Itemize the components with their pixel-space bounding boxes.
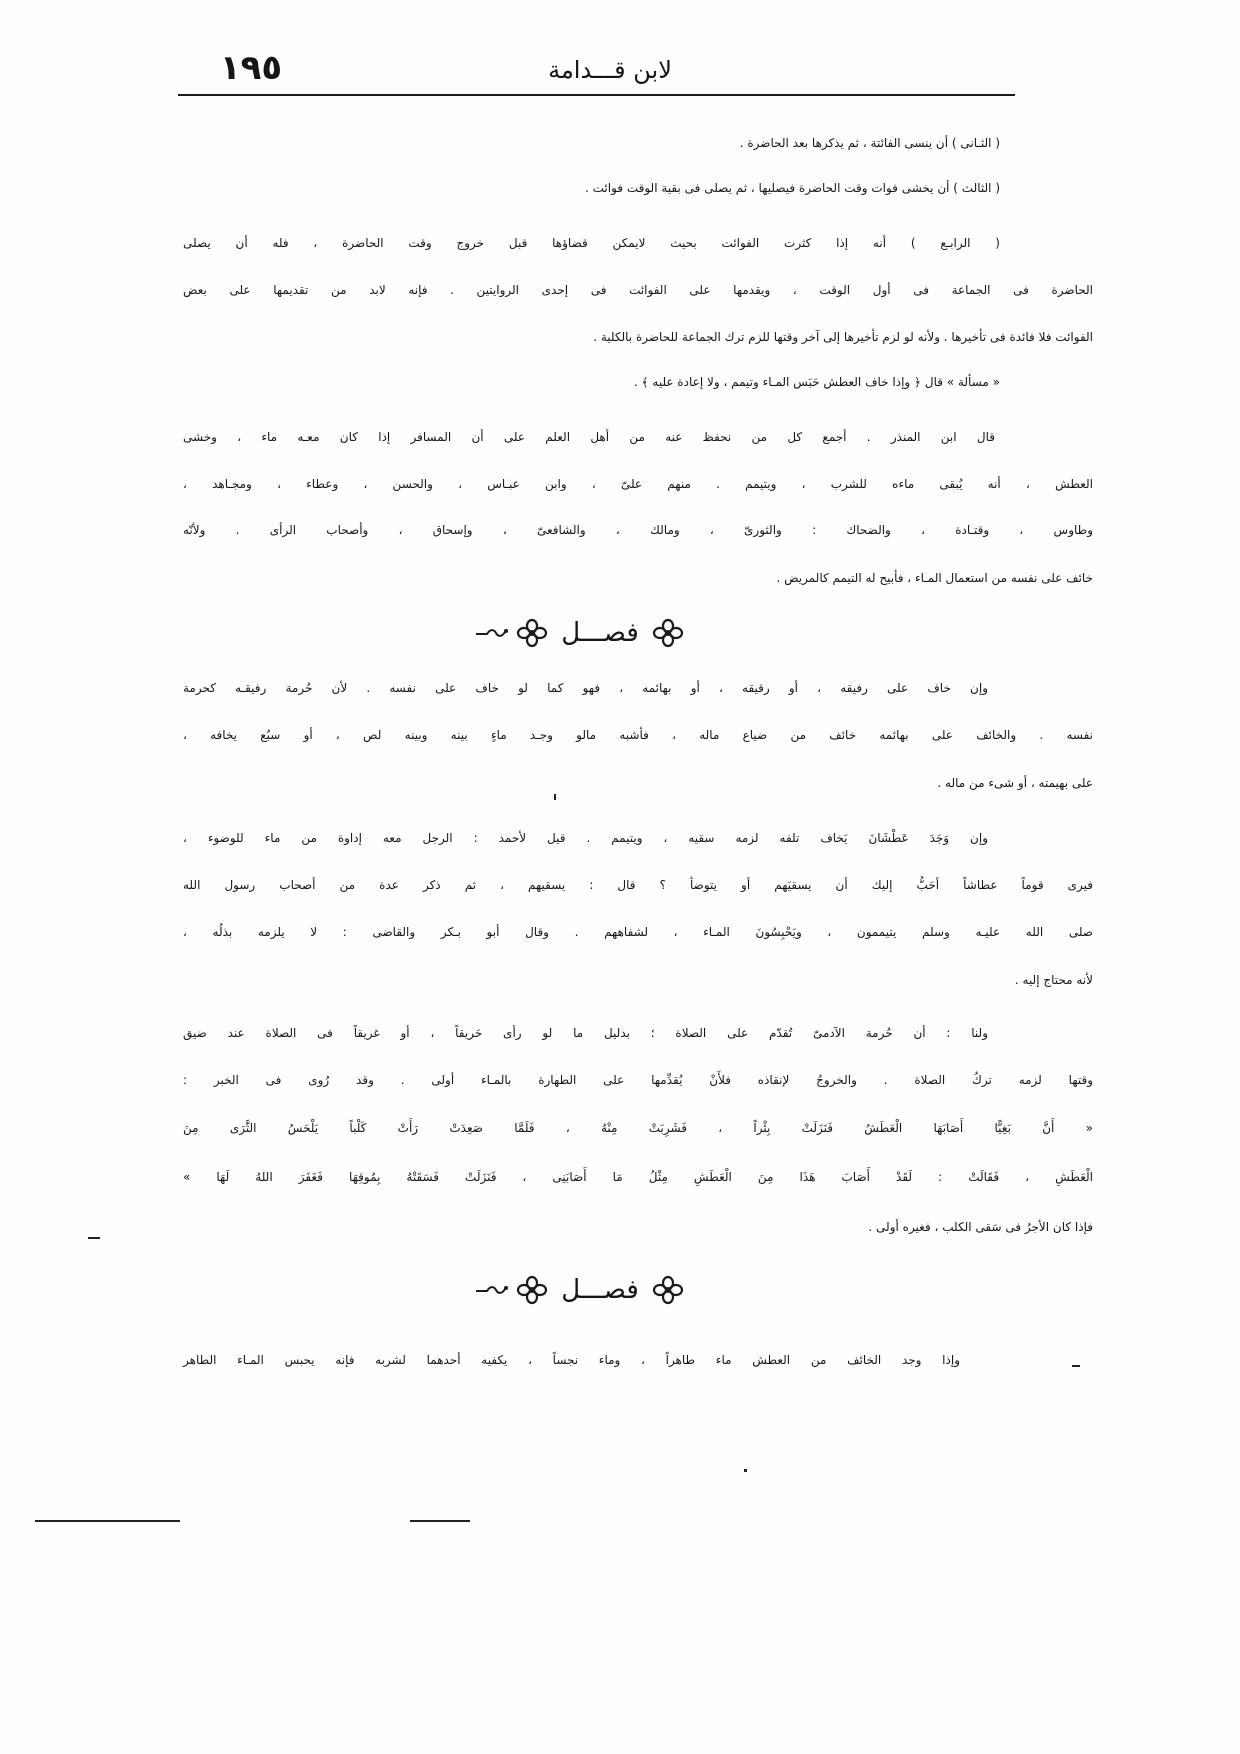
ornament-knot-icon (651, 618, 685, 648)
text-line: وإن خاف على رفيقه ، أو رقيقه ، أو بهائمه ، فهو كما لو خاف على نفسه . لأن حُرمة رفيقـه كحرمة (183, 681, 988, 695)
scan-mark (1072, 1365, 1080, 1367)
text-line: على بهيمته ، أو شىء من ماله . (937, 776, 1093, 790)
text-line: خائف على نفسه من استعمال المـاء ، فأبيح له التيمم كالمريض . (776, 571, 1093, 585)
text-line: فإذا كان الأجرُ فى سَقى الكلب ، فغيره أولى . (868, 1220, 1093, 1234)
text-line: وإذا وجد الخائف من العطش ماء طاهراً ، وماء نجساً ، يكفيه أحدهما لشربه فإنه يحبس المـاء الطاهر (183, 1353, 960, 1367)
text-line: وقتها لزمه تركُ الصلاة . والخروجُ لإنقاذه فلأَنْ يُقدِّمها على الطهارة بالمـاء أولى . وقد رُوى فى الخبر : (183, 1073, 1093, 1087)
scan-mark (554, 794, 556, 800)
text-line: ( الرابـع ) أنه إذا كثرت الفوائت بحيث لايمكن قضاؤها قبل خروج وقت الحاضرة ، فله أن يصلى (183, 236, 1000, 250)
section-heading (448, 1272, 712, 1308)
text-line: لأنه محتاج إليه . (1014, 973, 1093, 987)
ornament-flourish-icon (475, 623, 509, 643)
header-rule (178, 94, 1015, 96)
page-number: ١٩٥ (219, 48, 283, 88)
text-line: ( الثـانى ) أن ينسى الفائتة ، ثم يذكرها بعد الحاضرة . (739, 136, 1000, 150)
ornament-knot-icon (515, 618, 549, 648)
text-line: صلى الله عليـه وسلم يتيممون ، ويَحْبِسُونَ المـاء ، لشفاههم . وقال أبو بـكر والقاضى : لا يلزمه بذلُه ، (183, 925, 1093, 939)
section-heading-text: فصـــل (561, 618, 639, 648)
text-line: وإن وَجَدَ عَطْشَانَ يَخاف تلفه لزمه سقيه ، ويتيمم . قيل لأحمد : الرجل معه إداوة من ماء للوضوء ، (183, 831, 988, 845)
section-heading-text: فصـــل (561, 1275, 639, 1305)
scan-rule-mark (35, 1520, 180, 1522)
hadith-line: « أَنَّ بَغِيًّا أَصَابَهَا الْعَطَشُ فَنَزَلَتْ بِئْراً ، فَشَرِبَتْ مِنْهُ ، فَلَمَّا صَعِدَتْ رَأَتْ كَلْباً يَلْحَسُ الثَّرَى مِنَ (183, 1121, 1093, 1135)
ornament-flourish-icon (475, 1280, 509, 1300)
scan-mark (744, 1469, 747, 1472)
text-line: فيرى قوماً عطاشاً أحَبُّ إليك أن يسقيَهم أو يتوضأ ؟ قال : يسقيهم ، ثم ذكر عدة من أصحاب رسول الله (183, 878, 1093, 892)
scan-rule-mark (410, 1520, 470, 1522)
text-line: الفوائت فلا فائدة فى تأخيرها . ولأنه لو لزم تأخيرها إلى آخر وقتها للزم ترك الجماعة للحاضرة بالكلية . (593, 330, 1093, 344)
text-line: وطاوس ، وقتـادة ، والضحاك : والثورىّ ، ومالك ، والشافعىّ ، وإسحاق ، وأصحاب الرأى . ولأنّه (183, 523, 1093, 537)
ornament-knot-icon (651, 1275, 685, 1305)
text-line: قال ابن المنذر . أجمع كل من نحفظ عنه من أهل العلم على أن المسافر إذا كان معـه ماء ، وخشى (183, 430, 995, 444)
text-line: « مسألة » قال ﴿ وإذا خاف العطش حَبَس المـاء وتيمم ، ولا إعادة عليه ﴾ . (633, 375, 1000, 389)
text-line: ( الثالث ) أن يخشى فوات وقت الحاضرة فيصليها ، ثم يصلى فى بقية الوقت فوائت . (585, 181, 1000, 195)
running-title: لابن قـــدامة (548, 56, 672, 84)
text-line: نفسه . والخائف على بهائمه خائف من ضياع ماله ، فأشبه مالو وجـد ماءٍ بينه وبينه لص ، أو سبُع يخافه ، (183, 728, 1093, 742)
hadith-line: الْعَطَشِ ، فَقَالَتْ : لَقَدْ أَصَابَ هَذَا مِنَ الْعَطَشِ مِثْلُ مَا أَصَابَنِى ، فَنَزَلَتْ فَسَقَتْهُ بِمُوقِهَا فَغَفَرَ اللهُ لَهَا » (183, 1170, 1093, 1184)
text-line: ولنا : أن حُرمة الآدمىّ تُقدّم على الصلاة ؛ بدليل ما لو رأى حَريقاً ، أو غريقاً فى الصلاة عند ضيق (183, 1026, 988, 1040)
section-heading (448, 615, 712, 651)
ornament-knot-icon (515, 1275, 549, 1305)
text-line: الحاضرة فى الجماعة فى أول الوقت ، ويقدمها على الفوائت فى إحدى الروايتين . فإنه لابد من تقديمها على بعض (183, 283, 1093, 297)
text-line: العطش ، أنه يُبقى ماءه للشرب ، ويتيمم . منهم علىّ ، وابن عبـاس ، والحسن ، وعطاء ، ومجـاهد ، (183, 477, 1093, 491)
scan-mark (88, 1237, 100, 1239)
